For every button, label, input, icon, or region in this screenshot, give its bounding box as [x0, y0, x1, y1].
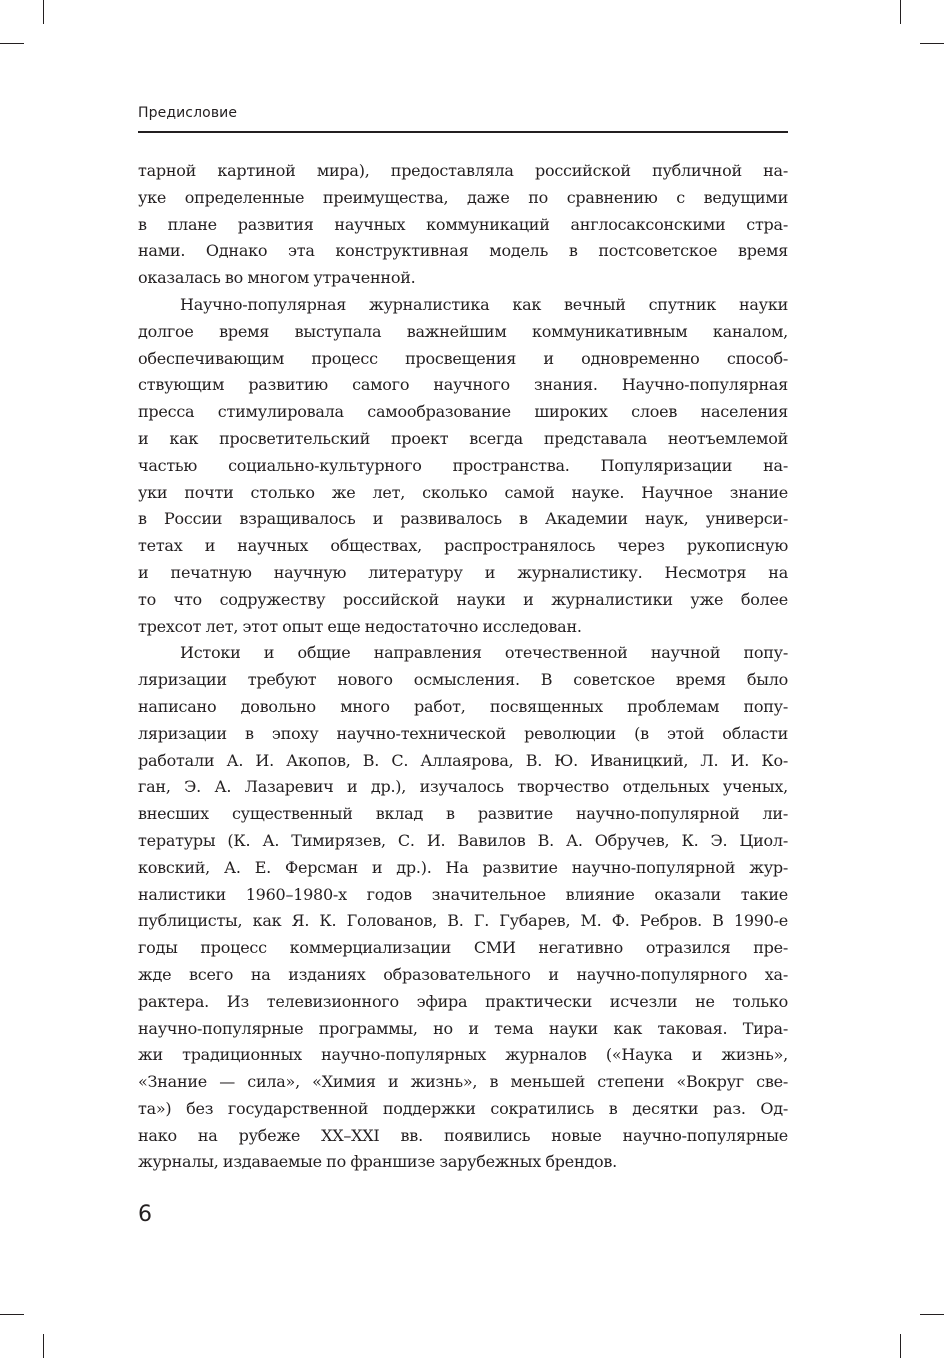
- text-line: долгое время выступала важнейшим коммуникативным каналом,: [138, 321, 788, 341]
- text-line: нако на рубеже XX–XXI вв. появились новые научно-популярные: [138, 1125, 788, 1145]
- text-line: пресса стимулировала самообразование широких слоев населения: [138, 402, 788, 422]
- text-line: «Знание — сила», «Химия и жизнь», в меньшей степени «Вокруг све-: [138, 1072, 788, 1092]
- text-line: обеспечивающим процесс просвещения и одновременно способ-: [138, 348, 788, 368]
- text-line: тетах и научных обществах, распространялось через рукописную: [138, 536, 788, 556]
- text-line: научно-популярные программы, но и тема науки как таковая. Тира-: [138, 1018, 788, 1038]
- page-number: 6: [138, 1202, 152, 1227]
- crop-mark-top-right-h: [920, 43, 944, 44]
- text-line: в России взращивалось и развивалось в Академии наук, универси-: [138, 509, 788, 529]
- text-line: тературы (К. А. Тимирязев, С. И. Вавилов В. А. Обручев, К. Э. Циол-: [138, 830, 788, 850]
- crop-mark-bottom-right-h: [920, 1314, 944, 1315]
- text-line: нами. Однако эта конструктивная модель в постсоветское время: [138, 241, 788, 261]
- text-line: написано довольно много работ, посвященных проблемам попу-: [138, 696, 788, 716]
- text-line: внесших существенный вклад в развитие научно-популярной ли-: [138, 804, 788, 824]
- crop-mark-bottom-left-h: [0, 1314, 24, 1315]
- body-text: [138, 158, 788, 1176]
- text-line: ствующим развитию самого научного знания. Научно-популярная: [138, 375, 788, 395]
- crop-mark-bottom-left-v: [43, 1334, 44, 1358]
- text-line: ковский, А. Е. Ферсман и др.). На развитие научно-популярной жур-: [138, 857, 788, 877]
- crop-mark-top-right-v: [900, 0, 901, 24]
- crop-mark-top-left-h: [0, 43, 24, 44]
- text-line: то что содружеству российской науки и журналистики уже более: [138, 589, 788, 609]
- text-line: налистики 1960–1980-х годов значительное влияние оказали такие: [138, 884, 788, 904]
- text-line: оказалась во многом утраченной.: [138, 268, 416, 288]
- text-line: рактера. Из телевизионного эфира практически исчезли не только: [138, 991, 788, 1011]
- text-line: публицисты, как Я. К. Голованов, В. Г. Губарев, М. Ф. Ребров. В 1990-е: [138, 911, 788, 931]
- running-head: Предисловие: [138, 105, 238, 121]
- text-line: уки почти столько же лет, сколько самой науке. Научное знание: [138, 482, 788, 502]
- paragraph-2: [138, 292, 788, 640]
- text-line: ган, Э. А. Лазаревич и др.), изучалось творчество отдельных ученых,: [138, 777, 788, 797]
- text-line: ляризации требуют нового осмысления. В советское время было: [138, 670, 788, 690]
- text-line: жи традиционных научно-популярных журналов («Наука и жизнь»,: [138, 1045, 788, 1065]
- text-line: частью социально-культурного пространства. Популяризации на-: [138, 455, 788, 475]
- text-line: та») без государственной поддержки сократились в десятки раз. Од-: [138, 1098, 788, 1118]
- header-rule: [138, 131, 788, 133]
- text-line: тарной картиной мира), предоставляла российской публичной на-: [138, 161, 788, 180]
- text-line: и как просветительский проект всегда представала неотъемлемой: [138, 428, 788, 448]
- paragraph-3: [138, 640, 788, 1176]
- text-line: журналы, издаваемые по франшизе зарубежных брендов.: [138, 1152, 617, 1172]
- text-line: работали А. И. Акопов, В. С. Аллаярова, В. Ю. Иваницкий, Л. И. Ко-: [138, 750, 788, 770]
- paragraph-1: [138, 158, 788, 292]
- text-line: жде всего на изданиях образовательного и научно-популярного ха-: [138, 964, 788, 984]
- text-line: ляризации в эпоху научно-технической революции (в этой области: [138, 723, 788, 743]
- text-line: Истоки и общие направления отечественной научной попу-: [180, 643, 788, 663]
- text-line: и печатную научную литературу и журналистику. Несмотря на: [138, 562, 788, 582]
- text-line: Научно-популярная журналистика как вечный спутник науки: [180, 294, 788, 314]
- crop-mark-top-left-v: [43, 0, 44, 24]
- text-line: годы процесс коммерциализации СМИ негативно отразился пре-: [138, 938, 788, 958]
- crop-mark-bottom-right-v: [900, 1334, 901, 1358]
- text-line: уке определенные преимущества, даже по сравнению с ведущими: [138, 187, 788, 207]
- text-line: трехсот лет, этот опыт еще недостаточно исследован.: [138, 616, 582, 636]
- text-line: в плане развития научных коммуникаций англосаксонскими стра-: [138, 214, 788, 234]
